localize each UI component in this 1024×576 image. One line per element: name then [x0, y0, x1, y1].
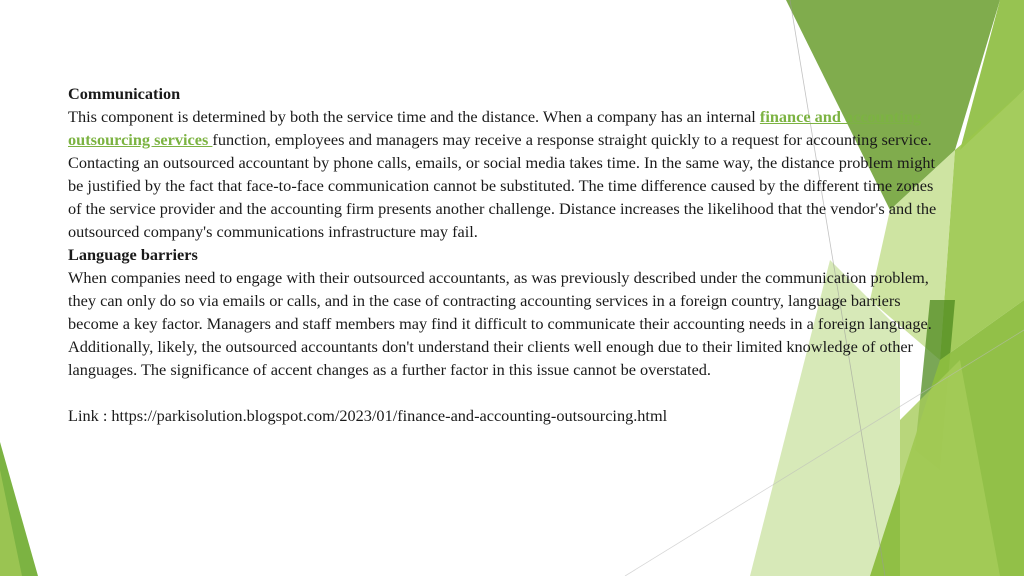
- section-paragraph-language-barriers: When companies need to engage with their outsourced accountants, as was previously described under the communication problem, they can only do so via emails or calls, and in the case of contracting accounting services in a foreign country, language barriers become a key factor. Managers and staff members may find it difficult to communicate their accounting needs in a foreign language. Additionally, likely, the outsourced accountants don't understand their clients well enough due to their limited knowledge of other languages. The significance of accent changes as a further factor in this issue cannot be overstated.: [68, 268, 932, 379]
- spacer: [68, 381, 948, 404]
- section-heading-language-barriers: Language barriers: [68, 245, 198, 264]
- finance-accounting-outsourcing-link[interactable]: finance and accounting outsourcing services: [68, 107, 921, 149]
- section-heading-communication: Communication: [68, 84, 181, 103]
- source-link-line[interactable]: Link : https://parkisolution.blogspot.com/2023/01/finance-and-accounting-outsourcing.html: [68, 406, 668, 425]
- section-paragraph-communication: [68, 105, 948, 243]
- paragraph-text-before-link: This component is determined by both the service time and the distance. When a company has an internal: [68, 107, 760, 126]
- slide-body: [68, 82, 948, 427]
- paragraph-text-after-link: function, employees and managers may receive a response straight quickly to a request for accounting service. Contacting an outsourced accountant by phone calls, emails, or social media takes time. In the same way, the distance problem might be justified by the fact that face-to-face communication cannot be substituted. The time difference caused by the different time zones of the service provider and the accounting firm presents another challenge. Distance increases the likelihood that the vendor's and the outsourced company's communications infrastructure may fail.: [68, 130, 937, 241]
